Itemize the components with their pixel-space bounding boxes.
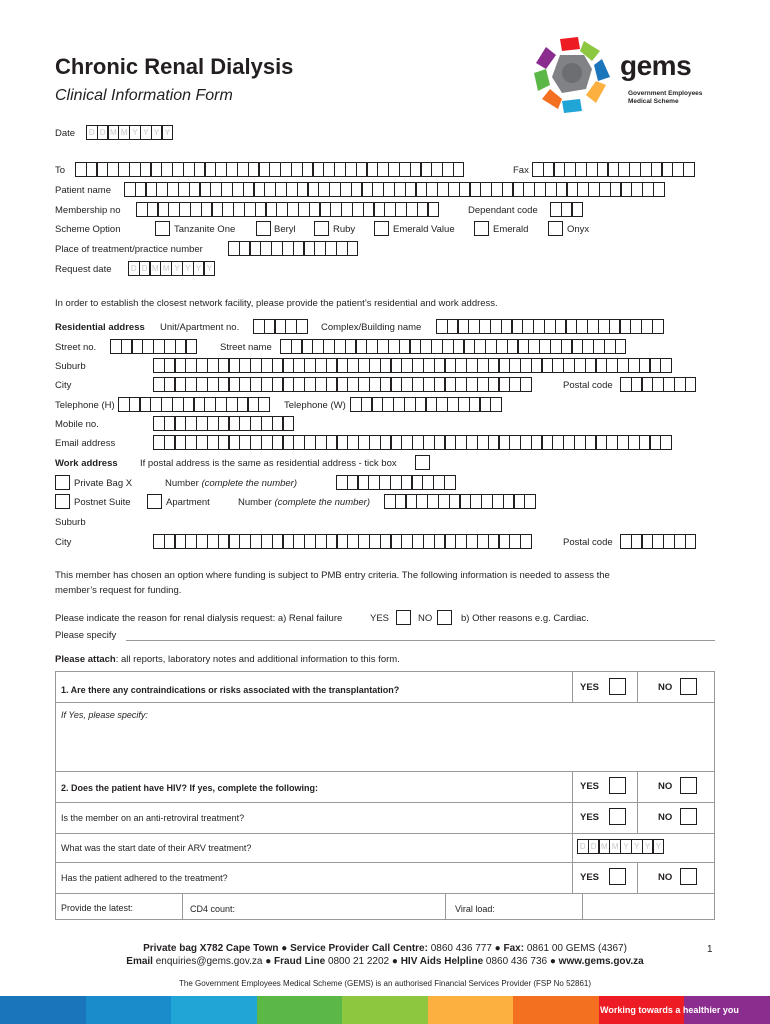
q2-no-label: NO — [658, 781, 673, 792]
char-box[interactable] — [428, 202, 440, 217]
private-bag-label: Private Bag X — [74, 478, 133, 489]
footer-contact-line2 — [0, 955, 770, 968]
char-box[interactable] — [652, 319, 664, 334]
postnet-suite-label: Postnet Suite — [74, 497, 131, 508]
date-input[interactable] — [86, 125, 172, 140]
work-postal-code-input[interactable] — [620, 534, 696, 549]
q2-no-checkbox[interactable] — [680, 777, 697, 794]
q2c-row-divider — [55, 893, 715, 894]
date-char-box[interactable]: Y — [171, 261, 183, 276]
char-box[interactable] — [296, 319, 308, 334]
same-address-checkbox[interactable] — [415, 455, 430, 470]
unit-no-input[interactable] — [253, 319, 307, 334]
provide-latest-label: Provide the latest: — [61, 903, 134, 913]
q2-yes-label: YES — [580, 781, 600, 792]
scheme-emerald-value-label: Emerald Value — [393, 224, 455, 235]
q2-col-divider-yes — [572, 771, 573, 862]
date-char-box[interactable]: Y — [620, 839, 632, 854]
reason-label: Please indicate the reason for renal dialysis request: a) Renal failure — [55, 613, 343, 624]
scheme-beryl-label: Beryl — [274, 224, 296, 235]
email-link[interactable]: enquiries@gems.gov.za — [155, 956, 263, 967]
request-date-input[interactable] — [128, 261, 214, 276]
q1-row-divider — [55, 702, 715, 703]
email-address-label: Email address — [55, 438, 116, 449]
q2b-row-divider — [55, 862, 715, 863]
date-char-box[interactable]: Y — [204, 261, 216, 276]
fraud-caption: ● Fraud Line — [262, 956, 328, 967]
q2c-yes-checkbox[interactable] — [609, 868, 626, 885]
q1-yes-checkbox[interactable] — [609, 678, 626, 695]
date-char-box[interactable]: M — [150, 261, 162, 276]
residential-address-label: Residential address — [55, 322, 145, 333]
q2a-yes-label: YES — [580, 812, 600, 823]
work-suburb-label: Suburb — [55, 517, 86, 528]
char-box[interactable] — [653, 182, 665, 197]
char-box[interactable] — [490, 397, 502, 412]
telephone-w-label: Telephone (W) — [284, 400, 346, 411]
call-centre-number: 0860 436 777 — [430, 943, 492, 954]
scheme-emerald-checkbox[interactable] — [474, 221, 489, 236]
work-city-label: City — [55, 537, 72, 548]
q2c-col-divider-no — [637, 862, 638, 893]
suburb-input[interactable] — [153, 358, 671, 373]
color-bar-segment — [257, 996, 343, 1024]
street-name-input[interactable] — [280, 339, 626, 354]
private-bag-checkbox[interactable] — [55, 475, 70, 490]
date-char-box[interactable]: D — [128, 261, 140, 276]
q1-col-divider-no — [637, 671, 638, 702]
q1-no-label: NO — [658, 682, 673, 693]
date-char-box[interactable]: M — [118, 125, 130, 140]
scheme-tanzanite-checkbox[interactable] — [155, 221, 170, 236]
date-char-box[interactable]: Y — [193, 261, 205, 276]
char-box[interactable] — [683, 162, 695, 177]
q2a-label: Is the member on an anti-retroviral treatment? — [61, 813, 245, 823]
scheme-onyx-label: Onyx — [567, 224, 590, 235]
color-bar-segment — [342, 996, 428, 1024]
patient-name-label: Patient name — [55, 185, 111, 196]
work-city-input[interactable] — [153, 534, 531, 549]
date-char-box[interactable]: D — [577, 839, 589, 854]
complex-name-label: Complex/Building name — [321, 322, 422, 333]
date-char-box[interactable]: D — [139, 261, 151, 276]
attach-note — [55, 654, 400, 665]
fax-input[interactable] — [532, 162, 694, 177]
footer-tagline: Working towards a healthier you — [600, 1005, 739, 1015]
mobile-no-input[interactable] — [153, 416, 293, 431]
please-specify-line[interactable] — [126, 640, 715, 641]
date-label: Date — [55, 128, 76, 139]
char-box[interactable] — [685, 534, 697, 549]
dependant-code-input[interactable] — [550, 202, 582, 217]
scheme-emerald-label: Emerald — [493, 224, 529, 235]
apartment-checkbox[interactable] — [147, 494, 162, 509]
complex-name-input[interactable] — [436, 319, 663, 334]
q2b-label: What was the start date of their ARV treatment? — [61, 843, 252, 853]
q1-no-checkbox[interactable] — [680, 678, 697, 695]
gems-logo — [530, 30, 720, 120]
postal-code-input[interactable] — [620, 377, 696, 392]
q2-row-divider — [55, 802, 715, 803]
cd4-count-label: CD4 count: — [190, 904, 236, 914]
q2-label: 2. Does the patient have HIV? If yes, complete the following: — [61, 783, 319, 793]
q1-specify-row-divider — [55, 771, 715, 772]
complete-number-hint: (complete the number) — [274, 497, 371, 508]
postal-code-label: Postal code — [563, 380, 613, 391]
reason-no-label: NO — [418, 613, 433, 624]
to-input[interactable] — [75, 162, 464, 177]
latest-col-divider-2 — [445, 893, 446, 920]
date-char-box[interactable]: D — [86, 125, 98, 140]
date-char-box[interactable]: Y — [129, 125, 141, 140]
date-char-box[interactable]: M — [609, 839, 621, 854]
private-bag-number-input[interactable] — [336, 475, 455, 490]
char-box[interactable] — [520, 377, 532, 392]
date-char-box[interactable]: Y — [182, 261, 194, 276]
date-char-box[interactable]: D — [97, 125, 109, 140]
page-number: 1 — [707, 944, 713, 955]
suburb-label: Suburb — [55, 361, 86, 372]
website-link[interactable]: ● www.gems.gov.za — [547, 956, 644, 967]
q2c-no-label: NO — [658, 872, 673, 883]
char-box[interactable] — [520, 534, 532, 549]
q2a-yes-checkbox[interactable] — [609, 808, 626, 825]
date-char-box[interactable]: M — [160, 261, 172, 276]
latest-col-divider-3 — [582, 893, 583, 920]
date-char-box[interactable]: Y — [631, 839, 643, 854]
form-subtitle: Clinical Information Form — [55, 87, 233, 104]
form-title: Chronic Renal Dialysis — [55, 54, 294, 79]
network-note: In order to establish the closest network facility, please provide the patient’s residential and work address. — [55, 298, 498, 309]
footer-contact-line1 — [0, 942, 770, 955]
char-box[interactable] — [444, 475, 456, 490]
q1-yes-label: YES — [580, 682, 600, 693]
char-box[interactable] — [685, 377, 697, 392]
char-box[interactable] — [258, 397, 270, 412]
gems-wordmark: gems — [620, 50, 692, 81]
date-char-box[interactable]: D — [588, 839, 600, 854]
date-char-box[interactable]: Y — [151, 125, 163, 140]
char-box[interactable] — [660, 435, 672, 450]
arv-start-date-input[interactable] — [577, 839, 663, 854]
gems-emblem-icon — [530, 33, 614, 117]
color-bar-segment — [513, 996, 599, 1024]
request-date-label: Request date — [55, 264, 112, 275]
pmb-note-line2: member’s request for funding. — [55, 585, 182, 596]
dependant-code-label: Dependant code — [468, 205, 538, 216]
city-input[interactable] — [153, 377, 531, 392]
telephone-h-input[interactable] — [118, 397, 269, 412]
date-char-box[interactable]: M — [108, 125, 120, 140]
q2c-label: Has the patient adhered to the treatment? — [61, 873, 228, 883]
apartment-label: Apartment — [166, 497, 210, 508]
q1-specify-label: If Yes, please specify: — [61, 710, 148, 720]
fax-caption: ● Fax: — [491, 943, 527, 954]
char-box[interactable] — [453, 162, 465, 177]
q2c-col-divider-yes — [572, 862, 573, 893]
scheme-ruby-label: Ruby — [333, 224, 356, 235]
scheme-onyx-checkbox[interactable] — [548, 221, 563, 236]
q2a-row-divider — [55, 833, 715, 834]
scheme-emerald-value-checkbox[interactable] — [374, 221, 389, 236]
patient-name-input[interactable] — [124, 182, 664, 197]
char-box[interactable] — [572, 202, 584, 217]
private-bag-number-label — [165, 478, 297, 489]
scheme-ruby-checkbox[interactable] — [314, 221, 329, 236]
scheme-tanzanite-label: Tanzanite One — [174, 224, 236, 235]
color-bar-segment — [171, 996, 257, 1024]
q2-yes-checkbox[interactable] — [609, 777, 626, 794]
complete-number-hint: (complete the number) — [201, 478, 298, 489]
color-bar-segment — [428, 996, 514, 1024]
date-char-box[interactable]: Y — [642, 839, 654, 854]
reason-yes-label: YES — [370, 613, 390, 624]
scheme-option-label: Scheme Option — [55, 224, 121, 235]
footer-disclaimer: The Government Employees Medical Scheme (GEMS) is an authorised Financial Services Provider (FSP No 52861) — [178, 979, 592, 988]
street-no-input[interactable] — [110, 339, 196, 354]
date-char-box[interactable]: Y — [162, 125, 174, 140]
fraud-number: 0800 21 2202 — [327, 956, 390, 967]
please-specify-label: Please specify — [55, 630, 117, 641]
unit-no-label: Unit/Apartment no. — [160, 322, 240, 333]
city-label: City — [55, 380, 72, 391]
date-char-box[interactable]: M — [599, 839, 611, 854]
place-of-treatment-input[interactable] — [228, 241, 358, 256]
email-caption: Email — [126, 956, 156, 967]
char-box[interactable] — [186, 339, 198, 354]
other-reasons-label: b) Other reasons e.g. Cardiac. — [461, 613, 589, 624]
fax-label: Fax — [513, 165, 529, 176]
reason-yes-checkbox[interactable] — [396, 610, 411, 625]
same-address-label: If postal address is the same as residential address - tick box — [140, 458, 397, 469]
postnet-suite-checkbox[interactable] — [55, 494, 70, 509]
scheme-beryl-checkbox[interactable] — [256, 221, 271, 236]
reason-no-checkbox[interactable] — [437, 610, 452, 625]
hiv-caption: ● HIV Aids Helpline — [389, 956, 486, 967]
footer-address: Private bag X782 Cape Town ● Service Provider Call Centre: — [143, 943, 431, 954]
viral-load-label: Viral load: — [455, 904, 495, 914]
footer-contact — [0, 942, 770, 968]
char-box[interactable] — [347, 241, 359, 256]
q2c-yes-label: YES — [580, 872, 600, 883]
membership-no-label: Membership no — [55, 205, 121, 216]
membership-no-input[interactable] — [136, 202, 438, 217]
char-box[interactable] — [283, 416, 295, 431]
place-of-treatment-label: Place of treatment/practice number — [55, 244, 203, 255]
street-name-label: Street name — [220, 342, 272, 353]
attach-bold: Please attach — [55, 654, 116, 665]
date-char-box[interactable]: Y — [653, 839, 665, 854]
mobile-no-label: Mobile no. — [55, 419, 99, 430]
to-label: To — [55, 165, 66, 176]
char-box[interactable] — [615, 339, 627, 354]
street-no-label: Street no. — [55, 342, 97, 353]
char-box[interactable] — [524, 494, 536, 509]
color-bar-segment — [0, 996, 86, 1024]
q2c-no-checkbox[interactable] — [680, 868, 697, 885]
q2a-no-checkbox[interactable] — [680, 808, 697, 825]
latest-col-divider-1 — [182, 893, 183, 920]
attach-rest: : all reports, laboratory notes and additional information to this form. — [115, 654, 400, 665]
telephone-w-input[interactable] — [350, 397, 501, 412]
postnet-number-input[interactable] — [384, 494, 535, 509]
telephone-h-label: Telephone (H) — [55, 400, 115, 411]
fax-number: 0861 00 GEMS (4367) — [526, 943, 627, 954]
hiv-number: 0860 436 736 — [485, 956, 548, 967]
pmb-note-line1: This member has chosen an option where funding is subject to PMB entry criteria. The following information is needed to assess the — [55, 570, 610, 581]
q2a-no-label: NO — [658, 812, 673, 823]
date-char-box[interactable]: Y — [140, 125, 152, 140]
q1-label: 1. Are there any contraindications or risks associated with the transplantation? — [61, 685, 400, 695]
work-postal-code-label: Postal code — [563, 537, 613, 548]
number-label: Number — [238, 497, 275, 508]
color-bar-segment — [86, 996, 172, 1024]
char-box[interactable] — [660, 358, 672, 373]
email-address-input[interactable] — [153, 435, 671, 450]
gems-logo-line1: Government Employees — [628, 90, 703, 97]
q2-col-divider-no — [637, 771, 638, 833]
gems-logo-line2: Medical Scheme — [628, 98, 679, 105]
postnet-number-label — [238, 497, 370, 508]
number-label: Number — [165, 478, 202, 489]
q1-col-divider-yes — [572, 671, 573, 702]
work-address-label: Work address — [55, 458, 118, 469]
